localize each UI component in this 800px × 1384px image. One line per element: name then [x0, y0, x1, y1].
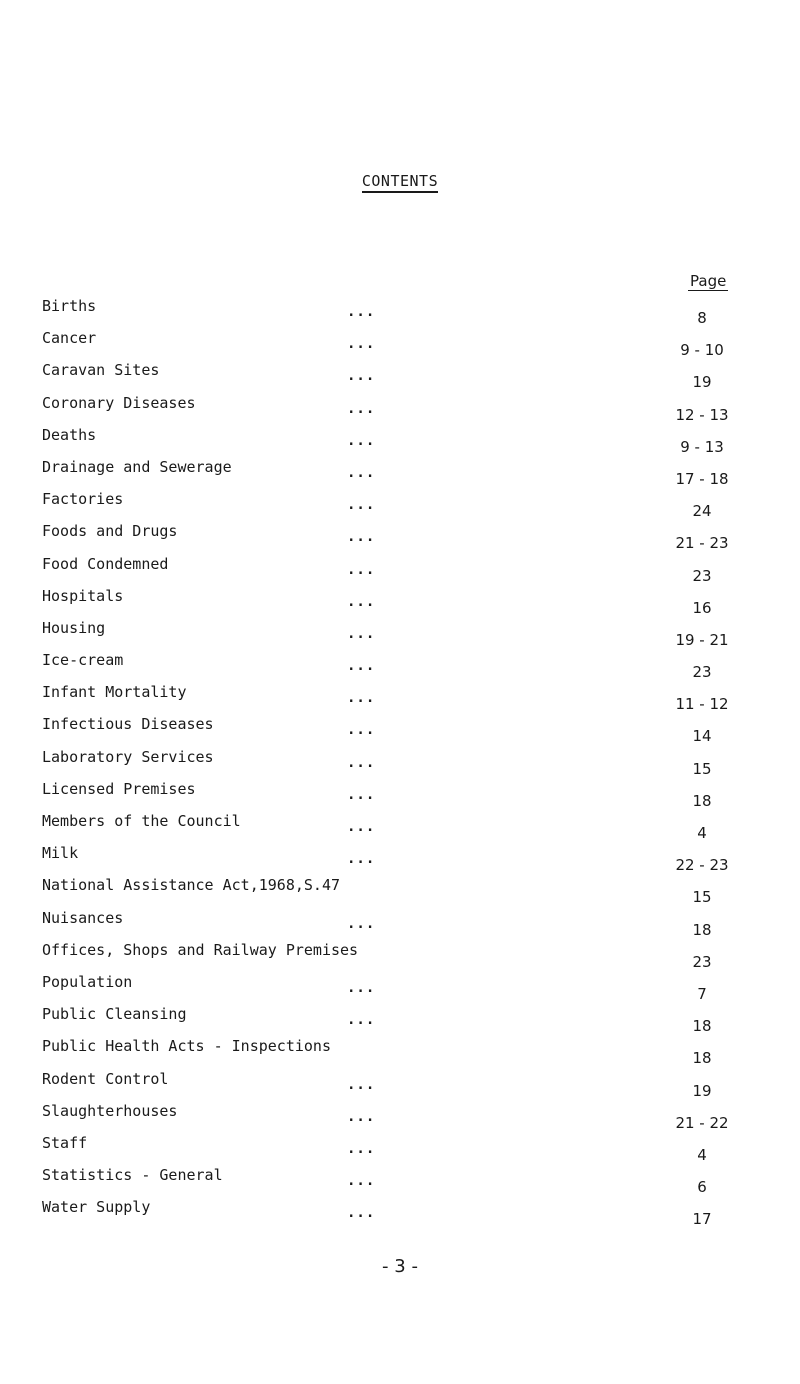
entry-leader-dots: ...: [347, 304, 376, 320]
contents-entry: [42, 972, 762, 1004]
entry-label: Laboratory Services: [42, 747, 214, 766]
entry-page: 23: [692, 952, 712, 971]
page-title: [0, 172, 800, 190]
entry-page: 18: [692, 1049, 712, 1068]
entry-label: Offices, Shops and Railway Premises: [42, 940, 359, 959]
entry-label: Housing: [42, 618, 106, 637]
entry-page: 19 - 21: [675, 630, 729, 649]
contents-entry: [42, 908, 762, 940]
contents-entry: [42, 360, 762, 392]
entry-page: 23: [692, 566, 712, 585]
entry-leader-dots: ...: [347, 722, 376, 739]
entry-page: 7: [697, 984, 707, 1003]
entry-page: 18: [692, 1017, 712, 1036]
contents-entry: [42, 1101, 762, 1133]
contents-entry: [42, 457, 762, 489]
entry-label: Births: [42, 297, 97, 315]
entry-leader-dots: ...: [347, 529, 376, 546]
entry-page: 17: [692, 1210, 712, 1229]
contents-entry: [42, 1004, 762, 1036]
entry-page: 11 - 12: [675, 695, 729, 714]
contents-entry: [42, 489, 762, 521]
entry-leader-dots: ...: [347, 625, 376, 642]
contents-entry: [42, 296, 762, 328]
contents-entry: [42, 521, 762, 553]
entry-leader-dots: ...: [347, 1012, 376, 1029]
contents-entry: [42, 1036, 762, 1068]
entry-leader-dots: ...: [347, 1076, 376, 1093]
entry-page: 18: [692, 791, 712, 810]
entry-page: 16: [692, 598, 712, 617]
page-column-header: Page: [690, 272, 727, 290]
entry-leader-dots: ...: [347, 1205, 376, 1222]
entry-label: Licensed Premises: [42, 779, 196, 798]
entry-page: 21 - 22: [675, 1113, 729, 1132]
entry-leader-dots: ...: [347, 690, 376, 707]
entry-label: Slaughterhouses: [42, 1101, 178, 1120]
entry-label: Public Health Acts - Inspections: [42, 1037, 331, 1056]
entry-page: 15: [692, 888, 712, 907]
entry-label: Food Condemned: [42, 554, 169, 573]
entry-leader-dots: ...: [347, 464, 376, 481]
contents-entry: [42, 811, 762, 843]
contents-entry: [42, 425, 762, 457]
entry-leader-dots: ...: [347, 336, 376, 353]
entry-page: 19: [692, 1081, 712, 1100]
contents-entry: [42, 747, 762, 779]
entry-label: Deaths: [42, 425, 97, 444]
contents-list: [42, 296, 762, 1229]
entry-page: 21 - 23: [675, 534, 729, 553]
entry-label: Statistics - General: [42, 1166, 223, 1185]
entry-page: 8: [697, 309, 707, 327]
entry-label: Ice-cream: [42, 651, 124, 670]
contents-entry: [42, 618, 762, 650]
entry-leader-dots: ...: [347, 851, 376, 868]
entry-leader-dots: ...: [347, 432, 376, 449]
entry-leader-dots: ...: [347, 786, 376, 803]
entry-label: Factories: [42, 490, 124, 509]
entry-leader-dots: ...: [347, 754, 376, 771]
entry-page: 17 - 18: [675, 469, 729, 488]
entry-page: 9 - 10: [680, 341, 724, 360]
contents-entry: [42, 1133, 762, 1165]
entry-page: 6: [697, 1178, 707, 1197]
contents-entry: [42, 554, 762, 586]
entry-label: Foods and Drugs: [42, 522, 178, 541]
entry-label: Drainage and Sewerage: [42, 457, 232, 476]
entry-leader-dots: ...: [347, 368, 376, 385]
contents-entry: [42, 328, 762, 360]
entry-label: Coronary Diseases: [42, 393, 196, 412]
entry-leader-dots: ...: [347, 1173, 376, 1190]
entry-page: 22 - 23: [675, 856, 729, 875]
contents-entry: [42, 1197, 762, 1229]
page-number: - 3 -: [382, 1256, 418, 1277]
entry-page: 19: [692, 373, 712, 392]
contents-entry: [42, 714, 762, 746]
entry-page: 24: [692, 502, 712, 521]
entry-label: Cancer: [42, 329, 97, 348]
entry-label: Nuisances: [42, 908, 124, 927]
contents-entry: [42, 875, 762, 907]
entry-leader-dots: ...: [347, 979, 376, 996]
entry-leader-dots: ...: [347, 1140, 376, 1157]
entry-label: Milk: [42, 844, 79, 863]
entry-leader-dots: ...: [347, 400, 376, 417]
contents-entry: [42, 940, 762, 972]
contents-entry: [42, 650, 762, 682]
entry-leader-dots: ...: [347, 593, 376, 610]
entry-label: Caravan Sites: [42, 361, 160, 380]
entry-leader-dots: ...: [347, 819, 376, 835]
entry-leader-dots: ...: [347, 497, 376, 514]
contents-entry: [42, 1165, 762, 1197]
contents-entry: [42, 843, 762, 875]
entry-page: 12 - 13: [675, 405, 729, 424]
entry-label: Rodent Control: [42, 1069, 169, 1088]
entry-label: Water Supply: [42, 1198, 151, 1217]
page-title-text: CONTENTS: [362, 172, 438, 193]
entry-leader-dots: ...: [347, 1108, 376, 1125]
entry-label: Infant Mortality: [42, 683, 187, 702]
contents-entry: [42, 1069, 762, 1101]
entry-page: 9 - 13: [680, 437, 724, 456]
contents-entry: [42, 393, 762, 425]
entry-page: 15: [692, 759, 712, 778]
contents-entry: [42, 779, 762, 811]
entry-label: Hospitals: [42, 586, 124, 605]
entry-label: Staff: [42, 1133, 88, 1152]
entry-leader-dots: ...: [347, 561, 376, 578]
entry-page: 18: [692, 920, 712, 939]
entry-page: 4: [697, 1145, 707, 1164]
entry-label: Public Cleansing: [42, 1005, 187, 1024]
entry-page: 4: [697, 824, 707, 842]
entry-label: Infectious Diseases: [42, 715, 214, 734]
entry-leader-dots: ...: [347, 915, 376, 932]
entry-page: 23: [692, 663, 712, 682]
entry-label: National Assistance Act,1968,S.47: [42, 876, 341, 895]
entry-label: Members of the Council: [42, 812, 241, 830]
contents-entry: [42, 586, 762, 618]
entry-leader-dots: ...: [347, 658, 376, 675]
entry-page: 14: [692, 727, 712, 746]
contents-entry: [42, 682, 762, 714]
entry-label: Population: [42, 972, 133, 991]
